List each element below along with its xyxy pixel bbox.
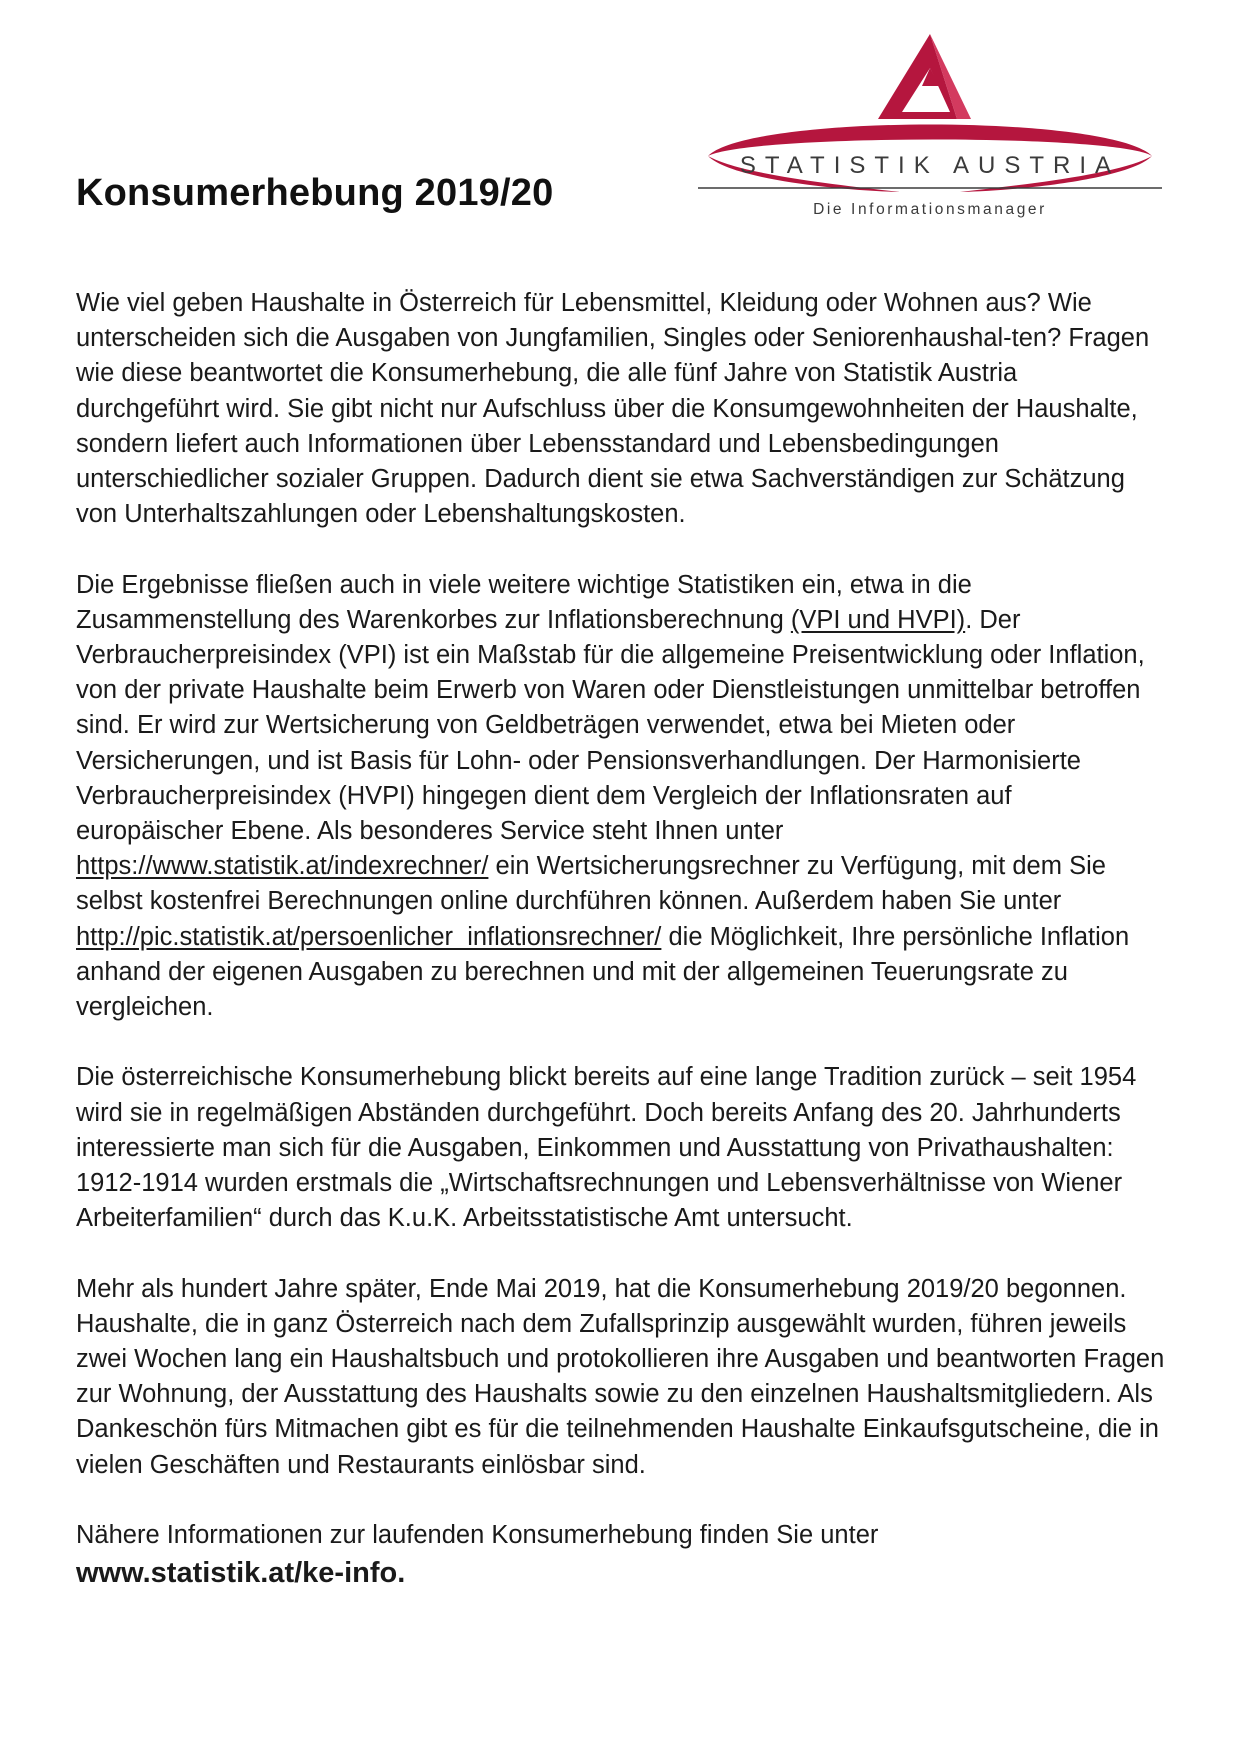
paragraph-results: [76, 568, 1166, 1026]
paragraph-intro: Wie viel geben Haushalte in Österreich für Lebensmittel, Kleidung oder Wohnen aus? Wie unterscheiden sich die Ausgaben von Jungfamilien, Singles oder Seniorenhaushal-ten? Fragen wie diese beantwortet die Konsumerhebung, die alle fünf Jahre von Statistik Austria durchgeführt wird. Sie gibt nicht nur Aufschluss über die Konsumgewohnheiten der Haushalte, sondern liefert auch Informationen über Lebensstandard und Lebensbedingungen unterschiedlicher sozialer Gruppen. Dadurch dient sie etwa Sachverständigen zur Schätzung von Unterhaltszahlungen oder Lebenshaltungskosten.: [76, 289, 1150, 529]
paragraph-results-text-4: die Möglichkeit, Ihre persönliche Inflation anhand der eigenen Ausgaben zu berechnen und mit der allgemeinen Teuerungsrate zu vergleichen.: [76, 922, 1130, 1022]
paragraph-current-survey: Mehr als hundert Jahre später, Ende Mai 2019, hat die Konsumerhebung 2019/20 begonnen. Haushalte, die in ganz Österreich nach dem Zufallsprinzip ausgewählt wurden, führen jeweils zwei Wochen lang ein Haushaltsbuch und protokollieren ihre Ausgaben und beantworten Fragen zur Wohnung, der Ausstattung des Haushalts sowie zu den einzelnen Haushaltsmitgliedern. Als Dankeschön fürs Mitmachen gibt es für die teilnehmenden Haushalte Einkaufsgutscheine, die in vielen Geschäften und Restaurants einlösbar sind.: [76, 1274, 1165, 1479]
ke-info-link[interactable]: www.statistik.at/ke-info.: [76, 1557, 406, 1590]
paragraph-results-text-1: Die Ergebnisse fließen auch in viele weitere wichtige Statistiken ein, etwa in die Zusammenstellung des Warenkorbes zur Inflationsberechnung: [76, 570, 972, 634]
document-body: [76, 286, 1166, 1628]
paragraph-more-info: [76, 1518, 1166, 1593]
logo-brand-text: STATISTIK AUSTRIA: [739, 152, 1121, 179]
indexrechner-link[interactable]: https://www.statistik.at/indexrechner/: [76, 852, 489, 881]
paragraph-results-text-2: . Der Verbraucherpreisindex (VPI) ist ein Maßstab für die allgemeine Preisentwicklung oder Inflation, von der private Haushalte beim Erwerb von Waren oder Dienstleistungen unmittelbar betroffen sind. Er wird zur Wertsicherung von Geldbeträgen verwendet, etwa bei Mieten oder Versicherungen, und ist Basis für Lohn- oder Pensionsverhandlungen. Der Harmonisierte Verbraucherpreisindex (HVPI) hingegen dient dem Vergleich der Inflationsraten auf europäischer Ebene. Als besonderes Service steht Ihnen unter: [76, 605, 1145, 846]
page-title: Konsumerhebung 2019/20: [76, 172, 554, 214]
statistik-austria-logo: [690, 28, 1170, 248]
paragraph-results-text-3: ein Wertsicherungsrechner zu Verfügung, mit dem Sie selbst kostenfrei Berechnungen online durchführen können. Außerdem haben Sie unter: [76, 852, 1106, 916]
inflationsrechner-link[interactable]: http://pic.statistik.at/persoenlicher_inflationsrechner/: [76, 922, 662, 951]
vpi-hvpi-link[interactable]: (VPI und HVPI): [790, 605, 966, 634]
paragraph-history: Die österreichische Konsumerhebung blickt bereits auf eine lange Tradition zurück – seit 1954 wird sie in regelmäßigen Abständen durchgeführt. Doch bereits Anfang des 20. Jahrhunderts interessierte man sich für die Ausgaben, Einkommen und Ausstattung von Privathaushalten: 1912-1914 wurden erstmals die „Wirtschaftsrechnungen und Lebensverhältnisse von Wiener Arbeiterfamilien“ durch das K.u.K. Arbeitsstatistische Amt untersucht.: [76, 1063, 1137, 1233]
logo-tagline: Die Informationsmanager: [813, 201, 1047, 218]
more-info-text: Nähere Informationen zur laufenden Konsumerhebung finden Sie unter: [76, 1521, 879, 1550]
